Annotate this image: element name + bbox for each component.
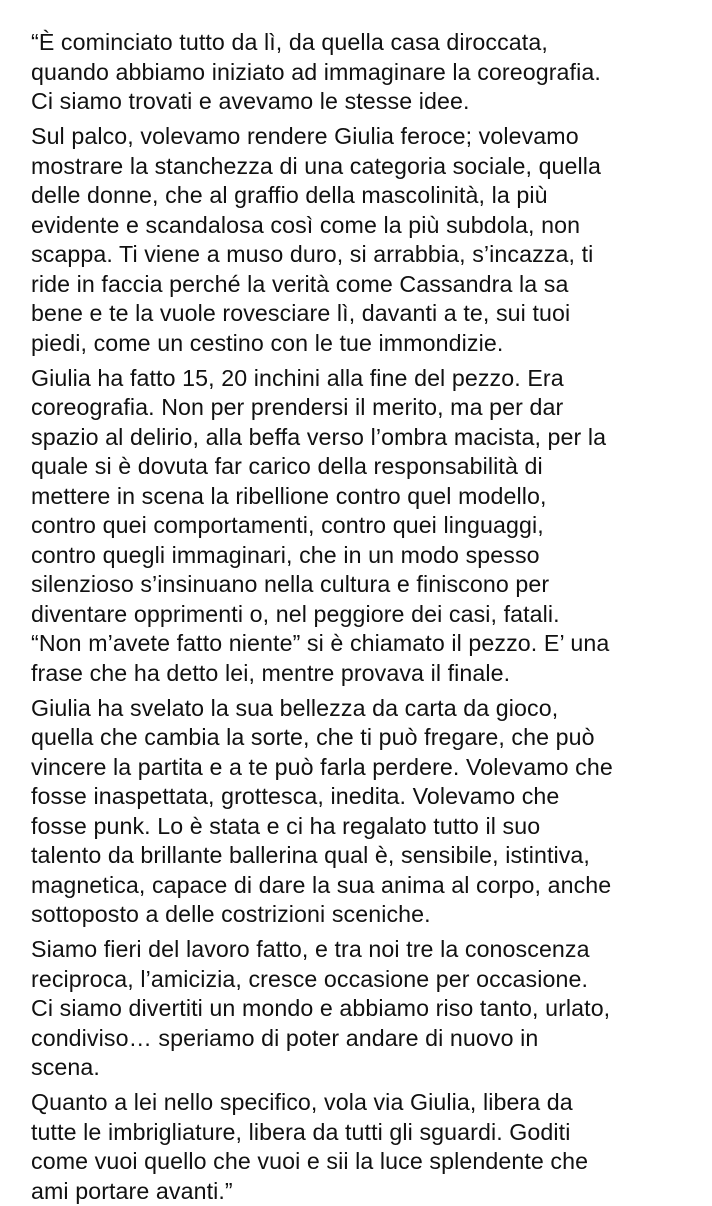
paragraph-4: [31, 694, 712, 930]
text-line: Ci siamo divertiti un mondo e abbiamo riso tanto, urlato,: [31, 994, 712, 1024]
text-line: delle donne, che al graffio della mascolinità, la più: [31, 181, 712, 211]
text-line: ami portare avanti.”: [31, 1177, 712, 1206]
text-line: mostrare la stanchezza di una categoria sociale, quella: [31, 152, 712, 182]
text-line: tutte le imbrigliature, libera da tutti gli sguardi. Goditi: [31, 1118, 712, 1148]
paragraph-3: [31, 364, 712, 689]
text-line: bene e te la vuole rovesciare lì, davanti a te, sui tuoi: [31, 299, 712, 329]
text-line: vincere la partita e a te può farla perdere. Volevamo che: [31, 753, 712, 783]
text-line: contro quei comportamenti, contro quei linguaggi,: [31, 511, 712, 541]
text-line: condiviso… speriamo di poter andare di nuovo in: [31, 1024, 712, 1054]
text-line: Ci siamo trovati e avevamo le stesse idee.: [31, 87, 712, 117]
text-line: fosse punk. Lo è stata e ci ha regalato tutto il suo: [31, 812, 712, 842]
paragraph-2: [31, 122, 712, 358]
text-line: contro quegli immaginari, che in un modo spesso: [31, 541, 712, 571]
text-line: fosse inaspettata, grottesca, inedita. Volevamo che: [31, 782, 712, 812]
text-line: quando abbiamo iniziato ad immaginare la coreografia.: [31, 58, 712, 88]
text-line: Giulia ha svelato la sua bellezza da carta da gioco,: [31, 694, 712, 724]
text-line: ride in faccia perché la verità come Cassandra la sa: [31, 270, 712, 300]
paragraph-1: [31, 28, 712, 117]
text-line: Sul palco, volevamo rendere Giulia feroce; volevamo: [31, 122, 712, 152]
text-line: scappa. Ti viene a muso duro, si arrabbia, s’incazza, ti: [31, 240, 712, 270]
text-line: silenzioso s’insinuano nella cultura e finiscono per: [31, 570, 712, 600]
text-line: magnetica, capace di dare la sua anima al corpo, anche: [31, 871, 712, 901]
text-line: quella che cambia la sorte, che ti può fregare, che può: [31, 723, 712, 753]
text-line: “È cominciato tutto da lì, da quella casa diroccata,: [31, 28, 712, 58]
text-line: coreografia. Non per prendersi il merito, ma per dar: [31, 393, 712, 423]
paragraph-5: [31, 935, 712, 1083]
text-line: sottoposto a delle costrizioni sceniche.: [31, 900, 712, 930]
text-line: frase che ha detto lei, mentre provava il finale.: [31, 659, 712, 689]
text-line: diventare opprimenti o, nel peggiore dei casi, fatali.: [31, 600, 712, 630]
paragraph-6: [31, 1088, 712, 1206]
text-line: scena.: [31, 1053, 712, 1083]
text-line: evidente e scandalosa così come la più subdola, non: [31, 211, 712, 241]
text-line: piedi, come un cestino con le tue immondizie.: [31, 329, 712, 359]
text-line: come vuoi quello che vuoi e sii la luce splendente che: [31, 1147, 712, 1177]
text-line: “Non m’avete fatto niente” si è chiamato il pezzo. E’ una: [31, 629, 712, 659]
text-line: Quanto a lei nello specifico, vola via Giulia, libera da: [31, 1088, 712, 1118]
text-line: spazio al delirio, alla beffa verso l’ombra macista, per la: [31, 423, 712, 453]
text-line: talento da brillante ballerina qual è, sensibile, istintiva,: [31, 841, 712, 871]
text-line: quale si è dovuta far carico della responsabilità di: [31, 452, 712, 482]
text-line: reciproca, l’amicizia, cresce occasione per occasione.: [31, 965, 712, 995]
text-line: mettere in scena la ribellione contro quel modello,: [31, 482, 712, 512]
text-line: Giulia ha fatto 15, 20 inchini alla fine del pezzo. Era: [31, 364, 712, 394]
text-line: Siamo fieri del lavoro fatto, e tra noi tre la conoscenza: [31, 935, 712, 965]
